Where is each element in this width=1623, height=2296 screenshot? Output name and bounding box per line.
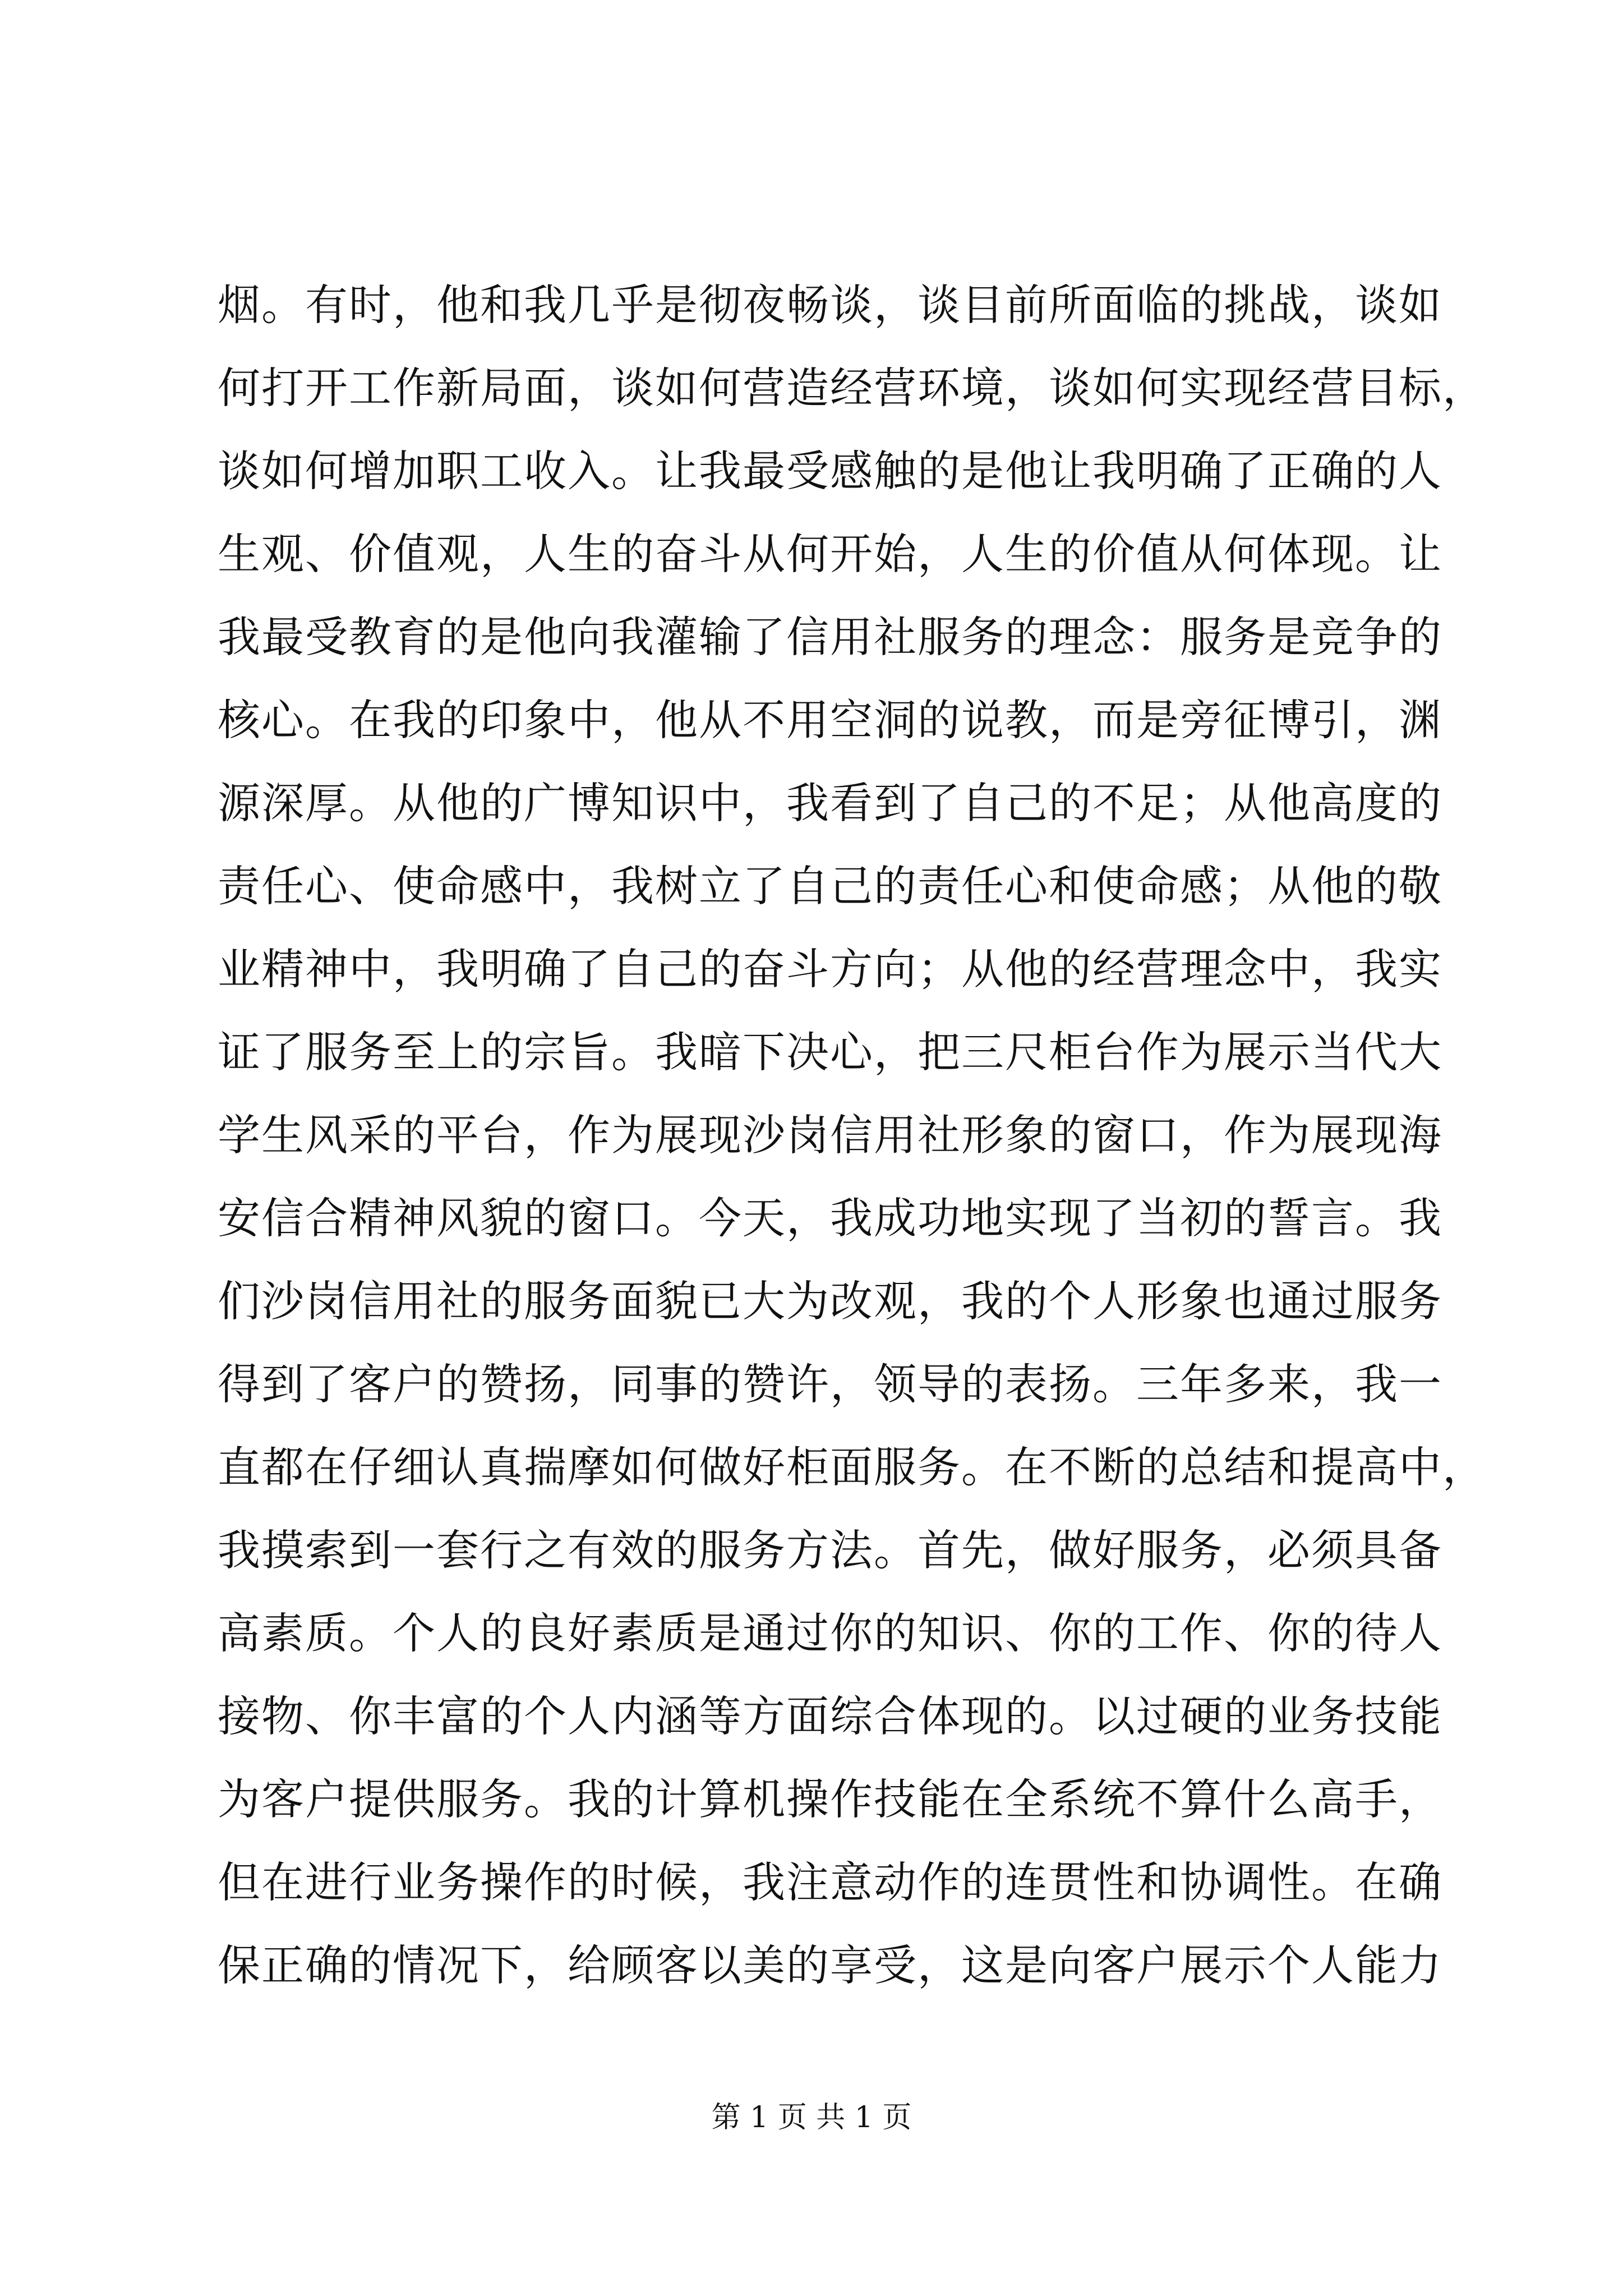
text-line-20: 但在进行业务操作的时候，我注意动作的连贯性和协调性。在确 [218, 1857, 1442, 1907]
text-line-15: 直都在仔细认真揣摩如何做好柜面服务。在不断的总结和提高中， [218, 1442, 1486, 1492]
text-line-12: 安信合精神风貌的窗口。今天，我成功地实现了当初的誓言。我 [218, 1193, 1442, 1243]
text-line-17: 高素质。个人的良好素质是通过你的知识、你的工作、你的待人 [218, 1608, 1442, 1658]
text-line-3: 谈如何增加职工收入。让我最受感触的是他让我明确了正确的人 [218, 446, 1442, 496]
text-line-5: 我最受教育的是他向我灌输了信用社服务的理念：服务是竞争的 [218, 612, 1442, 662]
text-line-2: 何打开工作新局面，谈如何营造经营环境，谈如何实现经营目标， [218, 363, 1486, 413]
text-line-21: 保正确的情况下，给顾客以美的享受，这是向客户展示个人能力 [218, 1940, 1442, 1990]
text-line-14: 得到了客户的赞扬，同事的赞许，领导的表扬。三年多来，我一 [218, 1359, 1442, 1409]
page-number-footer: 第 1 页 共 1 页 [711, 2101, 912, 2134]
text-line-16: 我摸索到一套行之有效的服务方法。首先，做好服务，必须具备 [218, 1525, 1442, 1575]
text-line-7: 源深厚。从他的广博知识中，我看到了自己的不足；从他高度的 [218, 778, 1442, 828]
text-line-9: 业精神中，我明确了自己的奋斗方向；从他的经营理念中，我实 [218, 944, 1442, 994]
text-line-8: 责任心、使命感中，我树立了自己的责任心和使命感；从他的敬 [218, 861, 1442, 911]
text-line-13: 们沙岗信用社的服务面貌已大为改观，我的个人形象也通过服务 [218, 1276, 1442, 1326]
text-line-19: 为客户提供服务。我的计算机操作技能在全系统不算什么高手， [218, 1774, 1442, 1824]
text-line-6: 核心。在我的印象中，他从不用空洞的说教，而是旁征博引，渊 [218, 695, 1442, 745]
text-line-18: 接物、你丰富的个人内涵等方面综合体现的。以过硬的业务技能 [218, 1691, 1442, 1741]
text-line-1: 烟。有时，他和我几乎是彻夜畅谈，谈目前所面临的挑战，谈如 [218, 280, 1442, 330]
text-line-10: 证了服务至上的宗旨。我暗下决心，把三尺柜台作为展示当代大 [218, 1027, 1442, 1077]
body-text [218, 264, 1486, 2007]
text-line-4: 生观、价值观，人生的奋斗从何开始，人生的价值从何体现。让 [218, 529, 1442, 579]
text-line-11: 学生风采的平台，作为展现沙岗信用社形象的窗口，作为展现海 [218, 1110, 1442, 1160]
